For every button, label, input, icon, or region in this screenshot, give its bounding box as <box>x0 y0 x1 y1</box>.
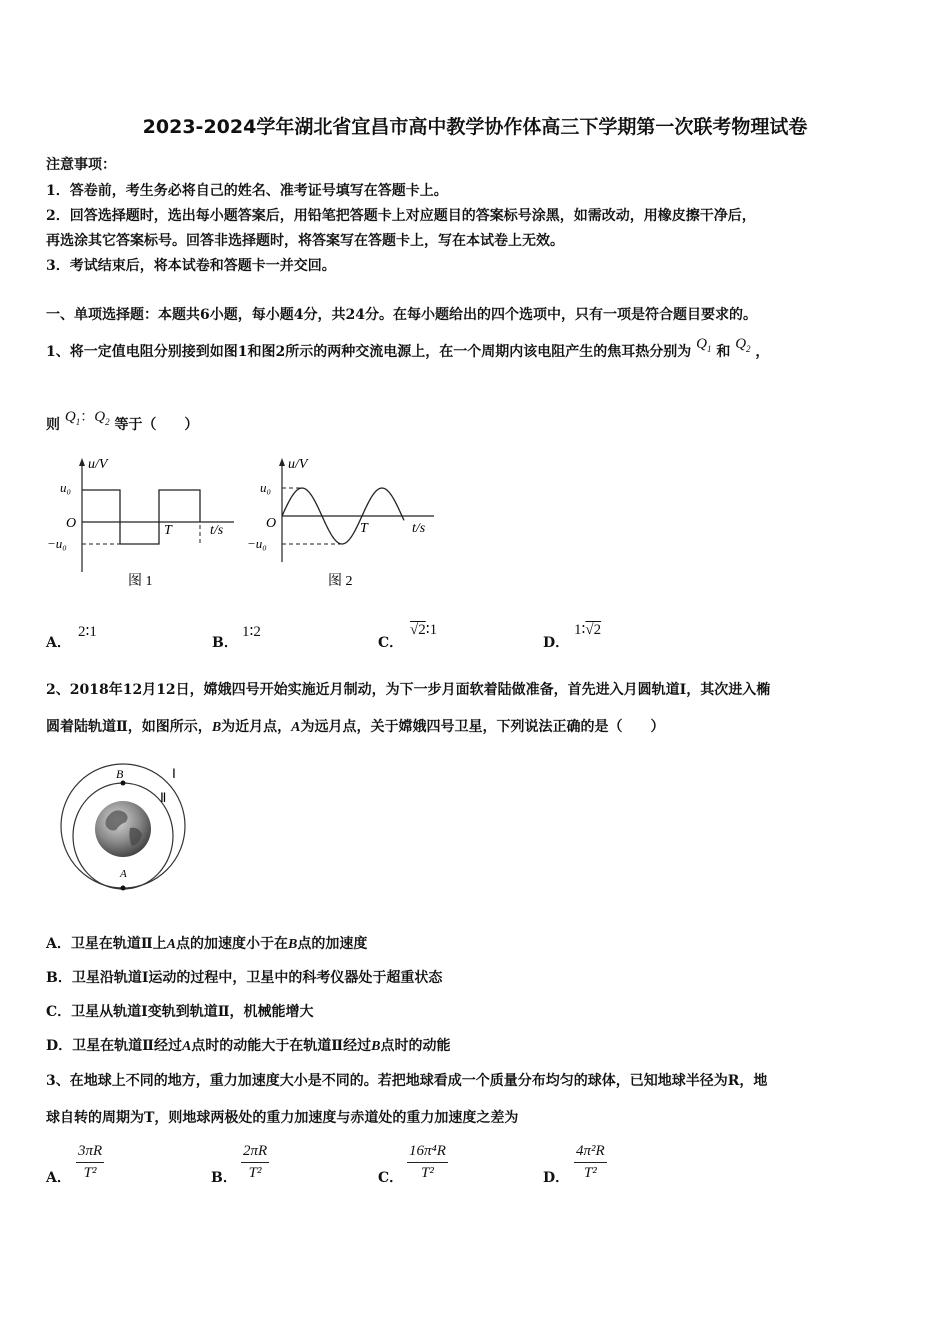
q2-point-b: B <box>211 720 222 735</box>
q1-equals: 等于（ ） <box>114 417 199 433</box>
q3-option-b-den: T² <box>248 1165 262 1181</box>
q1-q-sub: 1 <box>706 344 712 354</box>
orbit-1-label: Ⅰ <box>172 766 176 781</box>
q3-option-a-fraction <box>76 1143 104 1182</box>
fig1-neg-u0: −u₀ <box>47 536 67 551</box>
figure-1-square-wave <box>44 450 244 595</box>
q1-option-c-label: C． <box>378 635 404 651</box>
q1-option-b-value: 1∶2 <box>242 624 261 640</box>
q3-option-c-den: T² <box>421 1165 434 1181</box>
q3-line-2: 球自转的周期为T，则地球两极处的重力加速度与赤道处的重力加速度之差为 <box>46 1110 519 1126</box>
q3-option-c-num: 16π⁴R <box>407 1143 448 1163</box>
q3-option-d-fraction <box>574 1143 607 1182</box>
fig2-neg-u0: −u₀ <box>247 536 267 551</box>
q2-q-sub: 2 <box>746 344 751 354</box>
q3-option-b[interactable]: B． <box>211 1170 237 1186</box>
q1-option-d-label: D． <box>543 635 570 651</box>
q1-stem: 1、将一定值电阻分别接到如图1和图2所示的两种交流电源上，在一个周期内该电阻产生的焦耳热分别为 <box>46 344 692 360</box>
q2-symbol <box>735 336 750 352</box>
q2-option-a[interactable] <box>46 933 367 953</box>
q2-line-1: 2、2018年12月12日，嫦娥四号开始实施近月制动，为下一步月面软着陆做准备，首先进入月圆轨道Ⅰ，其次进入椭 <box>46 682 771 698</box>
q1-option-d-value <box>574 620 601 639</box>
q1-option-a-label: A． <box>46 635 71 651</box>
fig2-T: T <box>360 521 368 536</box>
fig2-xlabel: t/s <box>412 521 426 536</box>
q3-option-a-den: T² <box>83 1165 97 1181</box>
q2-q-letter: Q <box>735 336 747 352</box>
q2-option-d-pointa: A <box>181 1039 192 1054</box>
q1-ratio-line <box>46 409 199 435</box>
q2-option-d-2: 点时的动能大于在轨道Ⅱ经过 <box>191 1038 372 1054</box>
q1-text <box>46 336 770 362</box>
q3-option-d[interactable]: D． <box>543 1170 570 1186</box>
q1-option-c[interactable] <box>378 632 403 652</box>
page-title: 2023-2024学年湖北省宜昌市高中教学协作体高三下学期第一次联考物理试卷 <box>142 116 808 138</box>
q2-option-a-1: A．卫星在轨道Ⅱ上 <box>46 936 167 952</box>
notice-item-2a: 2．回答选择题时，选出每小题答案后，用铅笔把答题卡上对应题目的答案标号涂黑，如需改动，用橡皮擦干净后， <box>46 208 756 224</box>
q2-line2-mid1: 为近月点， <box>221 719 292 735</box>
q3-option-c[interactable]: C． <box>378 1170 404 1186</box>
fig2-caption: 图 2 <box>328 574 353 589</box>
fig1-origin: O <box>66 516 77 531</box>
q1-symbol <box>696 336 711 352</box>
orbit-2-label: Ⅱ <box>160 790 167 805</box>
point-a-dot <box>121 886 126 891</box>
q2-option-d-pointb: B <box>371 1039 381 1054</box>
q1-option-c-value <box>410 620 437 639</box>
q1-option-d[interactable] <box>543 632 569 652</box>
q1-option-c-root: √2 <box>410 622 426 638</box>
notice-item-2b: 再选涂其它答案标号。回答非选择题时，将答案写在答题卡上，写在本试卷上无效。 <box>46 233 564 249</box>
q3-option-a-num: 3πR <box>76 1143 104 1163</box>
fig1-xlabel: t/s <box>210 523 224 538</box>
q2-option-d-3: 点时的动能 <box>380 1038 451 1054</box>
q3-option-b-fraction <box>241 1143 269 1182</box>
ratio-q1-letter: Q <box>64 409 76 425</box>
q1-option-a-value: 2∶1 <box>78 624 97 640</box>
fig1-ylabel: u/V <box>88 457 108 472</box>
point-b-dot <box>121 781 126 786</box>
q1-option-c-rest: ∶1 <box>425 622 438 638</box>
notice-item-3: 3．考试结束后，将本试卷和答题卡一并交回。 <box>46 258 336 274</box>
q2-option-a-3: 点的加速度 <box>297 936 368 952</box>
q2-option-d-1: D．卫星在轨道Ⅱ经过 <box>46 1038 182 1054</box>
q2-option-c[interactable]: C．卫星从轨道Ⅰ变轨到轨道Ⅱ，机械能增大 <box>46 1004 314 1020</box>
q2-option-b[interactable]: B．卫星沿轨道Ⅰ运动的过程中，卫星中的科考仪器处于超重状态 <box>46 970 443 986</box>
q2-line2-mid2: 为远月点，关于嫦娥四号卫星，下列说法正确的是（ ） <box>300 719 665 735</box>
q3-option-c-fraction <box>407 1143 448 1182</box>
figure-2-sine-wave <box>244 450 444 595</box>
q1-and: 和 <box>716 344 731 360</box>
section-1-heading: 一、单项选择题：本题共6小题，每小题4分，共24分。在每小题给出的四个选项中，只有一项是符合题目要求的。 <box>46 307 757 323</box>
fig1-u0: u₀ <box>60 480 72 495</box>
q3-option-a[interactable]: A． <box>46 1170 71 1186</box>
q1-option-d-root: √2 <box>585 622 602 638</box>
q2-option-a-pointb: B <box>288 937 298 952</box>
ratio-q1-sub: 1 <box>75 417 81 427</box>
q2-option-d[interactable] <box>46 1035 450 1055</box>
ratio-q2-letter: Q <box>94 409 106 425</box>
fig1-y-arrow <box>79 458 85 466</box>
q2-point-a: A <box>291 720 301 735</box>
q2-option-a-2: 点的加速度小于在 <box>176 936 289 952</box>
q1-ratio-q2 <box>94 409 109 425</box>
fig2-origin: O <box>266 516 277 531</box>
earth-globe <box>95 801 151 857</box>
q1-option-d-pre: 1∶ <box>574 622 586 638</box>
fig1-wave <box>82 490 200 544</box>
q3-line-1: 3、在地球上不同的地方，重力加速度大小是不同的。若把地球看成一个质量分布均匀的球体，已知地球半径为R，地 <box>46 1073 768 1089</box>
q3-option-d-num: 4π²R <box>574 1143 607 1163</box>
q1-ratio-q1 <box>65 409 80 425</box>
q1-option-b[interactable] <box>212 632 238 652</box>
q1-ratio-sep: ： <box>80 409 95 425</box>
fig1-T: T <box>164 523 172 538</box>
q1-option-b-label: B． <box>212 635 238 651</box>
fig1-caption: 图 1 <box>128 574 153 589</box>
q3-option-d-den: T² <box>583 1165 597 1181</box>
point-a-label: A <box>120 868 127 880</box>
point-b-label: B <box>116 767 124 781</box>
q2-line2-pre: 圆着陆轨道Ⅱ，如图所示， <box>46 719 212 735</box>
q1-q-letter: Q <box>696 336 707 352</box>
fig2-u0: u₀ <box>260 480 272 495</box>
q1-comma: ， <box>755 344 770 360</box>
notice-item-1: 1．答卷前，考生务必将自己的姓名、准考证号填写在答题卡上。 <box>46 183 448 199</box>
orbit-diagram <box>58 758 198 894</box>
notice-heading: 注意事项： <box>46 157 116 173</box>
fig2-y-arrow <box>279 458 285 466</box>
q2-line-2 <box>46 716 665 736</box>
ratio-q2-sub: 2 <box>105 417 110 427</box>
q1-option-a[interactable] <box>46 632 71 652</box>
q2-option-a-pointa: A <box>166 937 177 952</box>
q3-option-b-num: 2πR <box>241 1143 269 1163</box>
q1-then: 则 <box>46 417 60 433</box>
fig2-ylabel: u/V <box>288 457 308 472</box>
